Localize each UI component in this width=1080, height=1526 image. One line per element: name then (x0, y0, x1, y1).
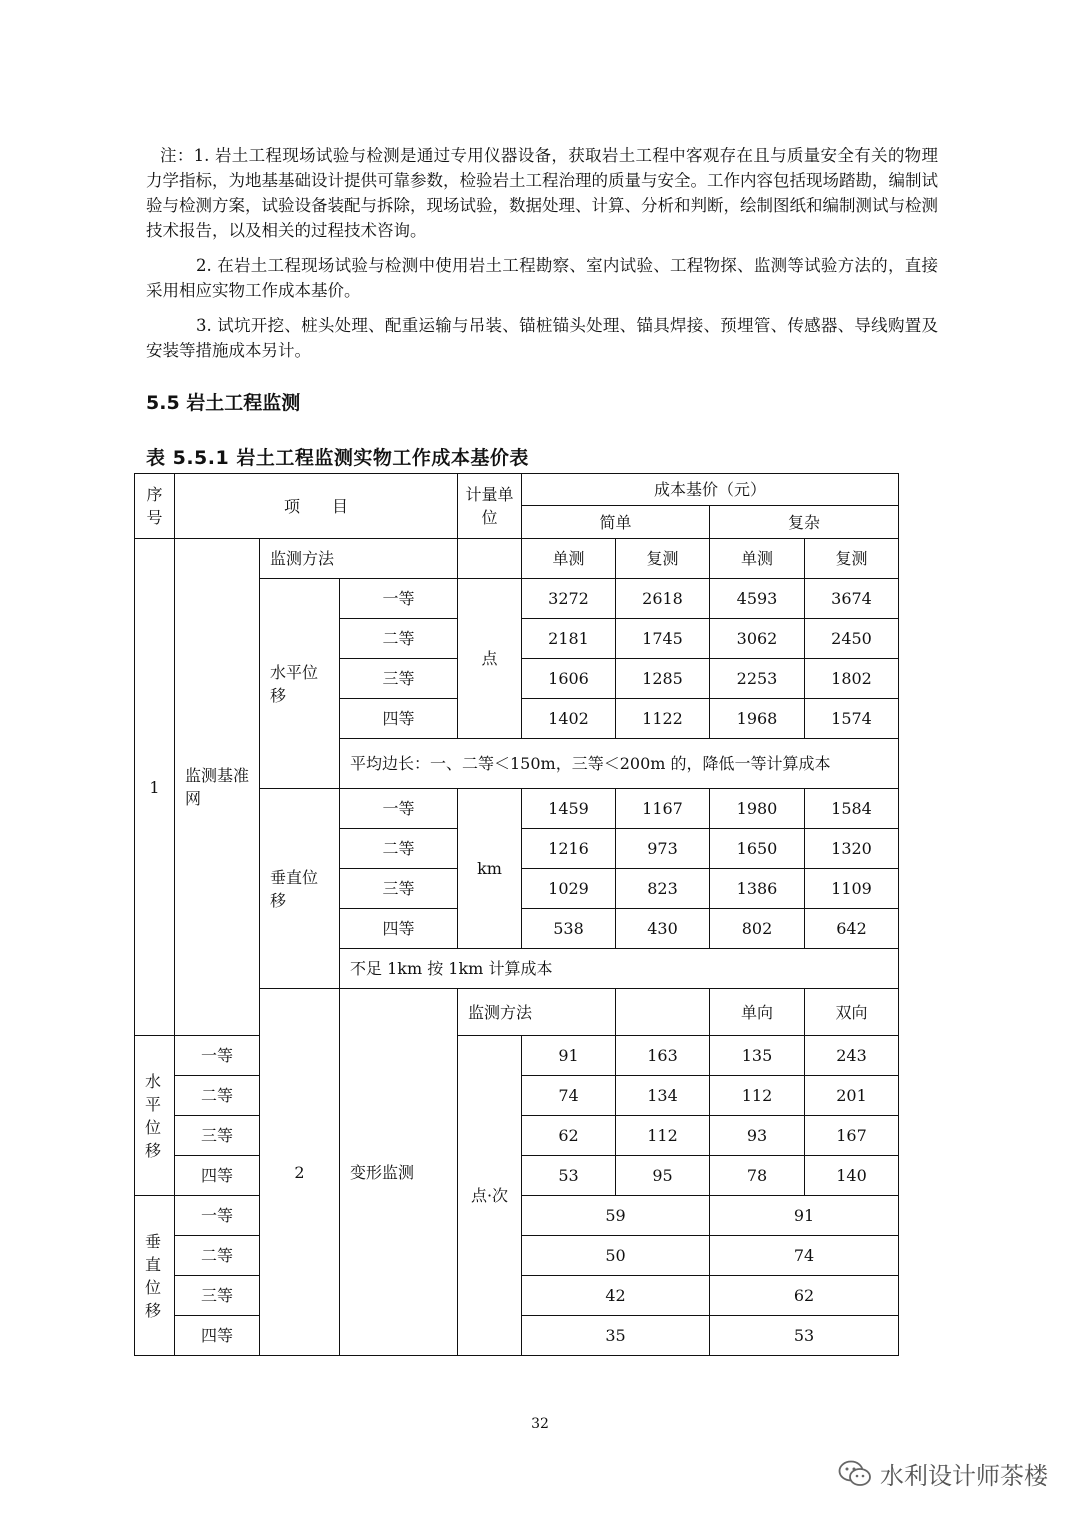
value-cell: 95 (616, 1156, 710, 1196)
value-cell: 823 (616, 869, 710, 909)
row1-name: 监测基准网 (175, 539, 260, 1036)
value-cell: 3674 (805, 579, 899, 619)
table-row (135, 1036, 899, 1076)
row1-vertical-note: 不足 1km 按 1km 计算成本 (340, 949, 899, 989)
grade-cell: 三等 (340, 869, 458, 909)
value-cell: 1980 (710, 789, 805, 829)
row2-method-unit-blank (616, 989, 710, 1036)
value-cell: 74 (710, 1236, 899, 1276)
row2-seq: 2 (260, 989, 340, 1356)
value-cell: 78 (710, 1156, 805, 1196)
header-cost: 成本基价（元） (522, 474, 899, 506)
value-cell: 973 (616, 829, 710, 869)
value-cell: 112 (710, 1076, 805, 1116)
grade-cell: 四等 (340, 699, 458, 739)
header-item: 项 目 (175, 474, 458, 539)
value-cell: 3062 (710, 619, 805, 659)
row2-method-label: 监测方法 (458, 989, 616, 1036)
header-unit: 计量单位 (458, 474, 522, 539)
row2-name: 变形监测 (340, 989, 458, 1356)
value-cell: 74 (522, 1076, 616, 1116)
value-cell: 430 (616, 909, 710, 949)
value-cell: 2618 (616, 579, 710, 619)
value-cell: 1216 (522, 829, 616, 869)
value-cell: 62 (522, 1116, 616, 1156)
row2-vertical-label: 垂直位移 (135, 1196, 175, 1356)
value-cell: 42 (522, 1276, 710, 1316)
watermark (838, 1456, 1048, 1491)
value-cell: 62 (710, 1276, 899, 1316)
grade-cell: 二等 (340, 829, 458, 869)
watermark-text: 水利设计师茶楼 (880, 1462, 1048, 1490)
value-cell: 1122 (616, 699, 710, 739)
header-row-1 (135, 474, 899, 506)
grade-cell: 二等 (340, 619, 458, 659)
grade-cell: 二等 (175, 1076, 260, 1116)
value-cell: 1285 (616, 659, 710, 699)
value-cell: 1029 (522, 869, 616, 909)
row2-horizontal-label: 水平位移 (135, 1036, 175, 1196)
value-cell: 1606 (522, 659, 616, 699)
value-cell: 91 (522, 1036, 616, 1076)
value-cell: 140 (805, 1156, 899, 1196)
row1-vertical-label: 垂直位移 (260, 789, 340, 989)
value-cell: 1109 (805, 869, 899, 909)
note-2: 2. 在岩土工程现场试验与检测中使用岩土工程勘察、室内试验、工程物探、监测等试验方法的，直接采用相应实物工作成本基价。 (146, 256, 938, 300)
value-cell: 1574 (805, 699, 899, 739)
row1-horizontal-label: 水平位移 (260, 579, 340, 789)
value-cell: 201 (805, 1076, 899, 1116)
grade-cell: 四等 (340, 909, 458, 949)
value-cell: 53 (522, 1156, 616, 1196)
value-cell: 2181 (522, 619, 616, 659)
row1-horizontal-unit: 点 (458, 579, 522, 739)
grade-cell: 一等 (175, 1196, 260, 1236)
row1-seq: 1 (135, 539, 175, 1036)
grade-cell: 一等 (340, 789, 458, 829)
value-cell: 1584 (805, 789, 899, 829)
value-cell: 3272 (522, 579, 616, 619)
value-cell: 167 (805, 1116, 899, 1156)
value-cell: 112 (616, 1116, 710, 1156)
value-cell: 1167 (616, 789, 710, 829)
header-complex: 复杂 (710, 506, 899, 539)
grade-cell: 四等 (175, 1156, 260, 1196)
value-cell: 1802 (805, 659, 899, 699)
value-cell: 59 (522, 1196, 710, 1236)
grade-cell: 一等 (175, 1036, 260, 1076)
value-cell: 53 (710, 1316, 899, 1356)
note-1: 注：1. 岩土工程现场试验与检测是通过专用仪器设备，获取岩土工程中客观存在且与质量安全有关的物理力学指标，为地基基础设计提供可靠参数，检验岩土工程治理的质量与安全。工作内容包括现场踏勘，编制试验与检测方案，试验设备装配与拆除，现场试验，数据处理、计算、分析和判断，绘制图纸和编制测试与检测技术报告，以及相关的过程技术咨询。 (146, 146, 938, 240)
header-seq: 序号 (135, 474, 175, 539)
value-cell: 2450 (805, 619, 899, 659)
value-cell: 91 (710, 1196, 899, 1236)
value-cell: 163 (616, 1036, 710, 1076)
value-cell: 1320 (805, 829, 899, 869)
notes-block (146, 143, 938, 373)
table-caption: 表 5.5.1 岩土工程监测实物工作成本基价表 (146, 447, 529, 469)
grade-cell: 三等 (175, 1116, 260, 1156)
value-cell: 93 (710, 1116, 805, 1156)
method-cell: 复测 (805, 539, 899, 579)
method-cell: 双向 (805, 989, 899, 1036)
value-cell: 802 (710, 909, 805, 949)
row1-method-unit-blank (458, 539, 522, 579)
value-cell: 50 (522, 1236, 710, 1276)
value-cell: 1968 (710, 699, 805, 739)
row1-vertical-unit: km (458, 789, 522, 949)
row1-method-label: 监测方法 (260, 539, 458, 579)
note-3: 3. 试坑开挖、桩头处理、配重运输与吊装、锚桩锚头处理、锚具焊接、预埋管、传感器、导线购置及安装等措施成本另计。 (146, 316, 938, 360)
value-cell: 1650 (710, 829, 805, 869)
grade-cell: 三等 (340, 659, 458, 699)
value-cell: 538 (522, 909, 616, 949)
method-cell: 单测 (522, 539, 616, 579)
row2-unit: 点·次 (458, 1036, 522, 1356)
value-cell: 642 (805, 909, 899, 949)
page-number: 32 (531, 1416, 549, 1432)
method-cell: 复测 (616, 539, 710, 579)
cost-table (134, 473, 899, 1356)
value-cell: 1459 (522, 789, 616, 829)
value-cell: 1745 (616, 619, 710, 659)
value-cell: 1402 (522, 699, 616, 739)
method-cell: 单向 (710, 989, 805, 1036)
value-cell: 1386 (710, 869, 805, 909)
value-cell: 134 (616, 1076, 710, 1116)
grade-cell: 四等 (175, 1316, 260, 1356)
value-cell: 2253 (710, 659, 805, 699)
grade-cell: 三等 (175, 1276, 260, 1316)
header-simple: 简单 (522, 506, 710, 539)
value-cell: 135 (710, 1036, 805, 1076)
value-cell: 243 (805, 1036, 899, 1076)
table-row (135, 539, 899, 579)
value-cell: 4593 (710, 579, 805, 619)
row1-horizontal-note: 平均边长：一、二等＜150m，三等＜200m 的，降低一等计算成本 (340, 739, 899, 789)
method-cell: 单测 (710, 539, 805, 579)
value-cell: 35 (522, 1316, 710, 1356)
grade-cell: 二等 (175, 1236, 260, 1276)
wechat-icon (838, 1459, 872, 1489)
section-heading: 5.5 岩土工程监测 (146, 392, 301, 414)
grade-cell: 一等 (340, 579, 458, 619)
